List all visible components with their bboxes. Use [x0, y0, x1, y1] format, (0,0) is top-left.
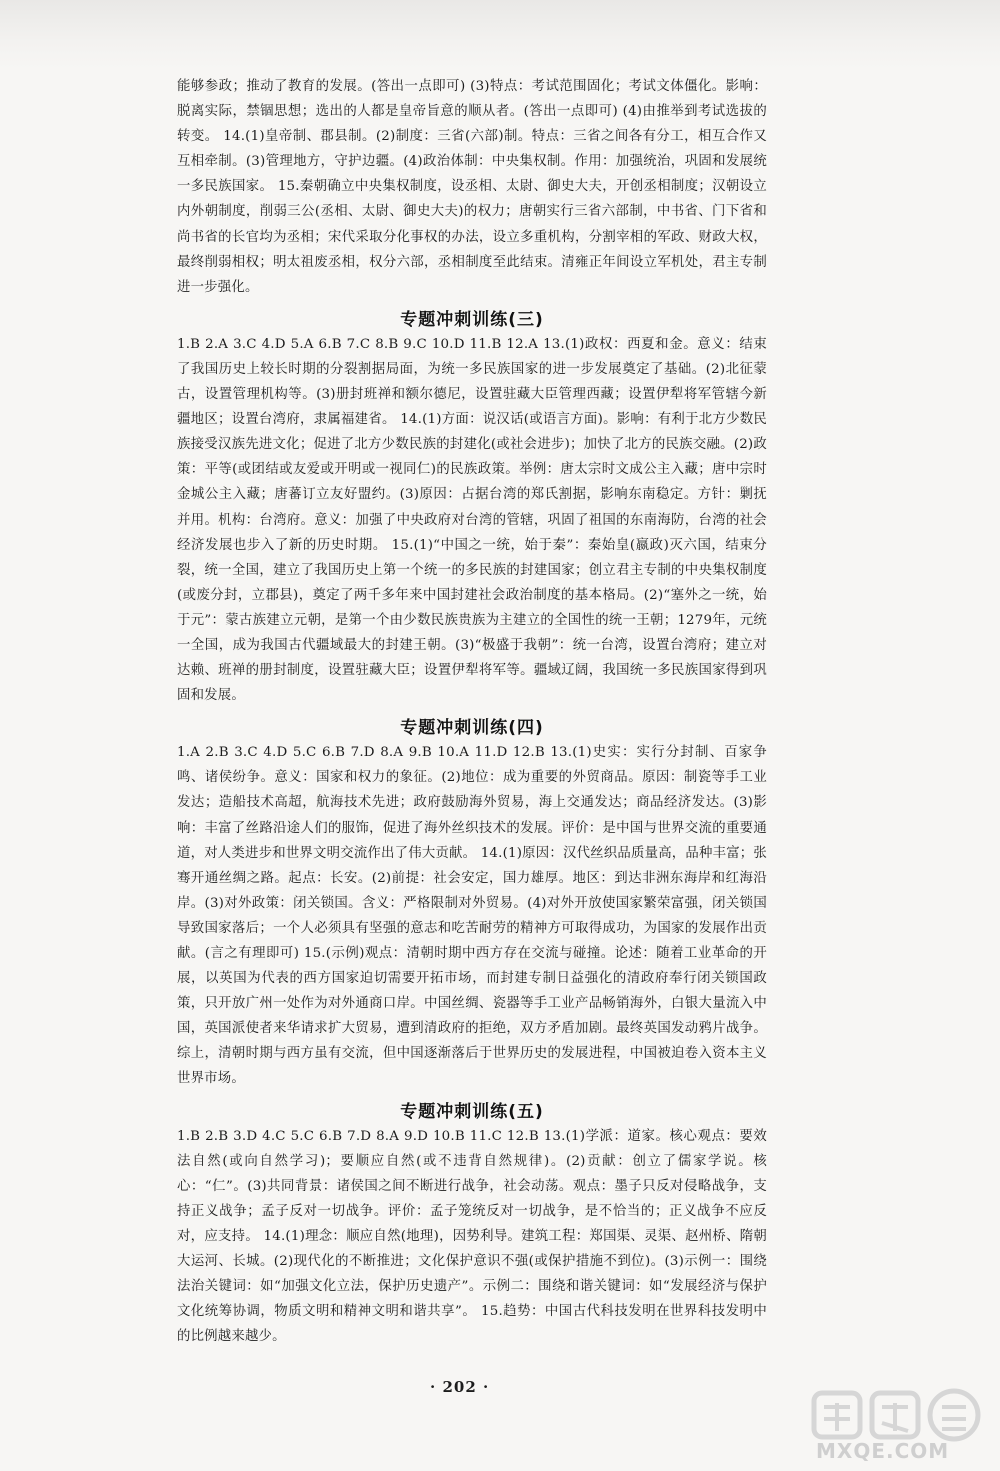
section-three-answers: 1.B 2.A 3.C 4.D 5.A 6.B 7.C 8.B 9.C 10.D 11.B 12.A 13.(1)政权：西夏和金。意义：结束了我国历史上较长时期的分裂割据局面，为统一多民族国家的进一步发展奠定了基础。(2)北征蒙古，设置管理机构等。(3)册封班禅和额尔德尼，设置驻藏大臣管理西藏；设置伊犁将军管辖今新疆地区；设置台湾府，隶属福建省。 14.(1)方面：说汉话(或语言方面)。影响：有利于北方少数民族接受汉族先进文化；促进了北方少数民族的封建化(或社会进步)；加快了北方的民族交融。(2)政策：平等(或团结或友爱或开明或一视同仁)的民族政策。举例：唐太宗时文成公主入藏；唐中宗时金城公主入藏；唐蕃订立友好盟约。(3)原因：占据台湾的郑氏割据，影响东南稳定。方针：剿抚并用。机构：台湾府。意义：加强了中央政府对台湾的管辖，巩固了祖国的东南海防，台湾的社会经济发展也步入了新的历史时期。 15.(1)“中国之一统，始于秦”：秦始皇(嬴政)灭六国，结束分裂，统一全国，建立了我国历史上第一个统一的多民族的封建国家；创立君主专制的中央集权制度(或废分封，立郡县)，奠定了两千多年来中国封建社会政治制度的基本格局。(2)“塞外之一统，始于元”：蒙古族建立元朝，是第一个由少数民族贵族为主建立的全国性的统一王朝；1279年，元统一全国，成为我国古代疆域最大的封建王朝。(3)“极盛于我朝”：统一台湾，设置台湾府；建立对达赖、班禅的册封制度，设置驻藏大臣；设置伊犁将军等。疆域辽阔，我国统一多民族国家得到巩固和发展。	[177, 336, 767, 704]
page-number: · 202 ·	[430, 1378, 490, 1396]
answer-page	[177, 74, 767, 1349]
answer-circle-icon	[810, 1385, 985, 1443]
section-title-five: 专题冲刺训练(五)	[400, 1101, 544, 1122]
section-four-answers: 1.A 2.B 3.C 4.D 5.C 6.B 7.D 8.A 9.B 10.A 11.D 12.B 13.(1)史实：实行分封制、百家争鸣、诸侯纷争。意义：国家和权力的象征。(2)地位：成为重要的外贸商品。原因：制瓷等手工业发达；造船技术高超，航海技术先进；政府鼓励海外贸易，海上交通发达；商品经济发达。(3)影响：丰富了丝路沿途人们的服饰，促进了海外丝织技术的发展。评价：是中国与世界交流的重要通道，对人类进步和世界文明交流作出了伟大贡献。 14.(1)原因：汉代丝织品质量高，品种丰富；张骞开通丝绸之路。起点：长安。(2)前提：社会安定，国力雄厚。地区：到达非洲东海岸和红海沿岸。(3)对外政策：闭关锁国。含义：严格限制对外贸易。(4)对外开放使国家繁荣富强，闭关锁国导致国家落后；一个人必须具有坚强的意志和吃苦耐劳的精神方可取得成功，为国家的发展作出贡献。(言之有理即可) 15.(示例)观点：清朝时期中西方存在交流与碰撞。论述：随着工业革命的开展，以英国为代表的西方国家迫切需要开拓市场，而封建专制日益强化的清政府奉行闭关锁国政策，只开放广州一处作为对外通商口岸。中国丝绸、瓷器等手工业产品畅销海外，白银大量流入中国，英国派使者来华请求扩大贸易，遭到清政府的拒绝，双方矛盾加剧。最终英国发动鸦片战争。综上，清朝时期与西方虽有交流，但中国逐渐落后于世界历史的发展进程，中国被迫卷入资本主义世界市场。	[177, 745, 767, 1087]
section-five	[177, 1097, 767, 1350]
watermark-logo	[810, 1385, 985, 1465]
section-three	[177, 305, 767, 708]
intro-paragraph: 能够参政；推动了教育的发展。(答出一点即可) (3)特点：考试范围固化；考试文体僵化。影响：脱离实际，禁锢思想；选出的人都是皇帝旨意的顺从者。(答出一点即可) (4)由推举到考试选拔的转变。 14.(1)皇帝制、郡县制。(2)制度：三省(六部)制。特点：三省之间各有分工，相互合作又互相牵制。(3)管理地方，守护边疆。(4)政治体制：中央集权制。作用：加强统治，巩固和发展统一多民族国家。 15.秦朝确立中央集权制度，设丞相、太尉、御史大夫，开创丞相制度；汉朝设立内外朝制度，削弱三公(丞相、太尉、御史大夫)的权力；唐朝实行三省六部制，中书省、门下省和尚书省的长官均为丞相；宋代采取分化事权的办法，设立多重机构，分割宰相的军政、财政大权，最终削弱相权；明太祖废丞相，权分六部，丞相制度至此结束。清雍正年间设立军机处，君主专制进一步强化。	[177, 79, 767, 295]
watermark-logo-mark	[810, 1385, 985, 1443]
section-title-three: 专题冲刺训练(三)	[400, 309, 544, 330]
scan-shadow	[0, 0, 1000, 70]
section-title-four: 专题冲刺训练(四)	[400, 718, 544, 739]
watermark-url: MXQE.COM	[816, 1439, 950, 1463]
section-five-answers: 1.B 2.B 3.D 4.C 5.C 6.B 7.D 8.A 9.D 10.B 11.C 12.B 13.(1)学派：道家。核心观点：要效法自然(或向自然学习)；要顺应自然(或不违背自然规律)。(2)贡献：创立了儒家学说。核心：“仁”。(3)共同背景：诸侯国之间不断进行战争，社会动荡。观点：墨子只反对侵略战争，支持正义战争；孟子反对一切战争。评价：孟子笼统反对一切战争，是不恰当的；正义战争不应反对，应支持。 14.(1)理念：顺应自然(地理)，因势利导。建筑工程：郑国渠、灵渠、赵州桥、隋朝大运河、长城。(2)现代化的不断推进；文化保护意识不强(或保护措施不到位)。(3)示例一：围绕法治关键词：如“加强文化立法，保护历史遗产”。示例二：围绕和谐关键词：如“发展经济与保护文化统筹协调，物质文明和精神文明和谐共享”。 15.趋势：中国古代科技发明在世界科技发明中的比例越来越少。	[177, 1128, 767, 1345]
section-four	[177, 713, 767, 1091]
